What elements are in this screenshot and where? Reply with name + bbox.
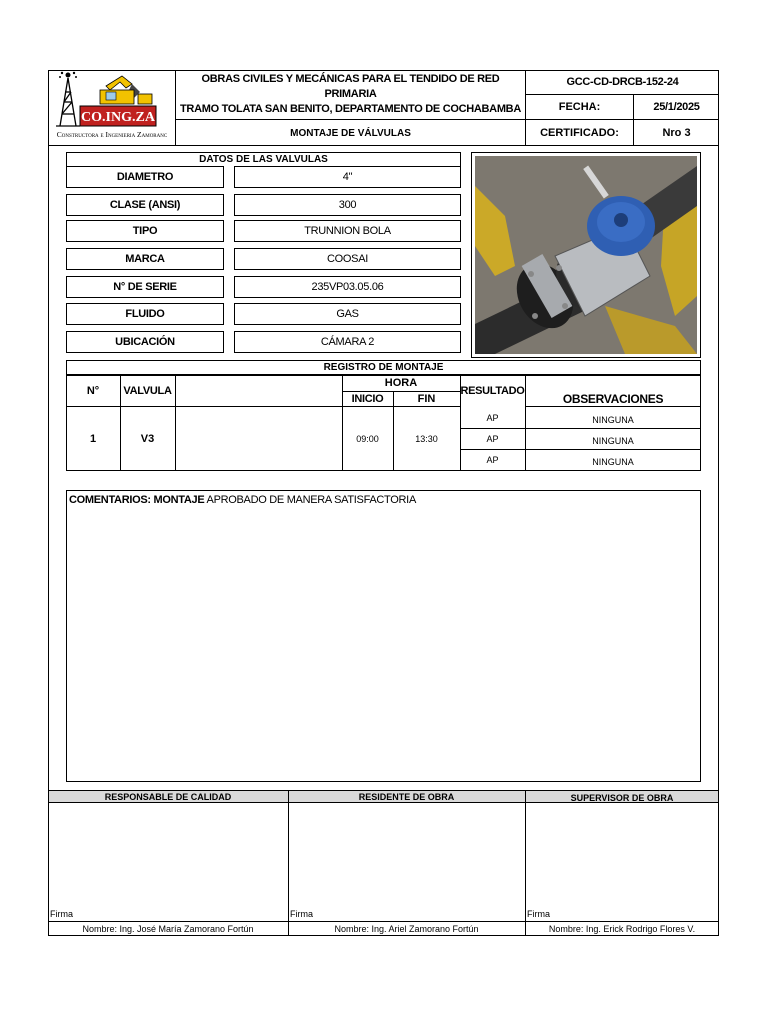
valve-value-fluido: GAS xyxy=(234,303,461,325)
document-code: GCC-CD-DRCB-152-24 xyxy=(526,70,719,95)
company-logo xyxy=(48,70,176,132)
role-responsable-calidad: RESPONSABLE DE CALIDAD xyxy=(104,791,232,802)
valve-photo xyxy=(475,156,697,354)
project-line-2: TRAMO TOLATA SAN BENITO, DEPARTAMENTO DE COCHABAMBA xyxy=(180,103,521,115)
valve-label-marca: MARCA xyxy=(66,248,224,270)
firma-label: Firma xyxy=(50,909,73,919)
role-supervisor-obra: SUPERVISOR DE OBRA xyxy=(570,792,674,803)
oil-derrick-icon xyxy=(56,78,80,126)
valve-label-diametro: DIAMETRO xyxy=(66,166,224,188)
resultado-cell: AP xyxy=(486,455,499,465)
valve-value-serie: 235VP03.05.06 xyxy=(234,276,461,298)
comments-body: APROBADO DE MANERA SATISFACTORIA xyxy=(206,494,416,506)
fecha-label: FECHA: xyxy=(526,95,634,120)
observacion-cell: NINGUNA xyxy=(592,415,634,425)
logo-text: CO.ING.ZA xyxy=(81,110,155,125)
role-residente-obra: RESIDENTE DE OBRA xyxy=(358,791,455,802)
signature-table xyxy=(48,790,719,936)
project-title xyxy=(176,70,526,120)
firma-label: Firma xyxy=(290,909,313,919)
col-valvula-header: VALVULA xyxy=(123,384,172,397)
project-line-1: OBRAS CIVILES Y MECÁNICAS PARA EL TENDIDO DE RED PRIMARIA xyxy=(201,73,500,100)
valve-value-clase: 300 xyxy=(234,194,461,216)
valve-label-clase: CLASE (ANSI) xyxy=(66,194,224,216)
valve-label-ubicacion: UBICACIÓN xyxy=(66,331,224,353)
logo-subtitle: Constructora e Ingenieria Zamoranc xyxy=(56,130,168,139)
comments-box xyxy=(66,490,701,782)
valve-value-marca: COOSAI xyxy=(234,248,461,270)
nombre-supervisor-obra: Nombre: Ing. Erick Rodrigo Flores V. xyxy=(548,924,696,934)
col-hora-header: HORA xyxy=(384,377,418,389)
col-n-header: N° xyxy=(86,384,100,397)
observacion-cell: NINGUNA xyxy=(592,457,634,467)
valve-label-tipo: TIPO xyxy=(66,220,224,242)
comments-text xyxy=(67,491,700,509)
registro-title: REGISTRO DE MONTAJE xyxy=(66,360,701,375)
nombre-responsable-calidad: Nombre: Ing. José María Zamorano Fortún xyxy=(82,924,254,934)
row-n-value: 1 xyxy=(89,433,97,445)
valve-label-serie: N° DE SERIE xyxy=(66,276,224,298)
excavator-icon xyxy=(100,76,152,104)
valve-label-fluido: FLUIDO xyxy=(66,303,224,325)
col-observaciones-header: OBSERVACIONES xyxy=(562,392,664,406)
row-inicio-value: 09:00 xyxy=(356,434,379,444)
logo-cell xyxy=(48,70,176,146)
firma-label: Firma xyxy=(527,909,550,919)
resultado-cell: AP xyxy=(486,413,499,423)
valve-photo-frame xyxy=(471,152,701,358)
document-title: MONTAJE DE VÁLVULAS xyxy=(176,120,526,146)
col-inicio-header: INICIO xyxy=(351,392,384,405)
certificado-label: CERTIFICADO: xyxy=(526,120,634,146)
fecha-value: 25/1/2025 xyxy=(634,95,719,120)
observacion-cell: NINGUNA xyxy=(592,436,634,446)
resultado-cell: AP xyxy=(486,434,499,444)
row-fin-value: 13:30 xyxy=(415,434,438,444)
valve-value-diametro: 4" xyxy=(234,166,461,188)
nombre-residente-obra: Nombre: Ing. Ariel Zamorano Fortún xyxy=(334,924,479,934)
valve-value-ubicacion: CÁMARA 2 xyxy=(234,331,461,353)
col-fin-header: FIN xyxy=(417,392,436,405)
certificado-value: Nro 3 xyxy=(662,127,691,139)
comments-bold-text: MONTAJE xyxy=(153,494,205,506)
col-resultado-header: RESULTADO xyxy=(460,384,525,397)
valve-value-tipo: TRUNNION BOLA xyxy=(234,220,461,242)
splash-icon xyxy=(59,72,77,78)
valve-data-title: DATOS DE LAS VALVULAS xyxy=(66,152,461,166)
comments-label: COMENTARIOS: xyxy=(69,494,151,506)
row-valvula-value: V3 xyxy=(140,433,155,445)
